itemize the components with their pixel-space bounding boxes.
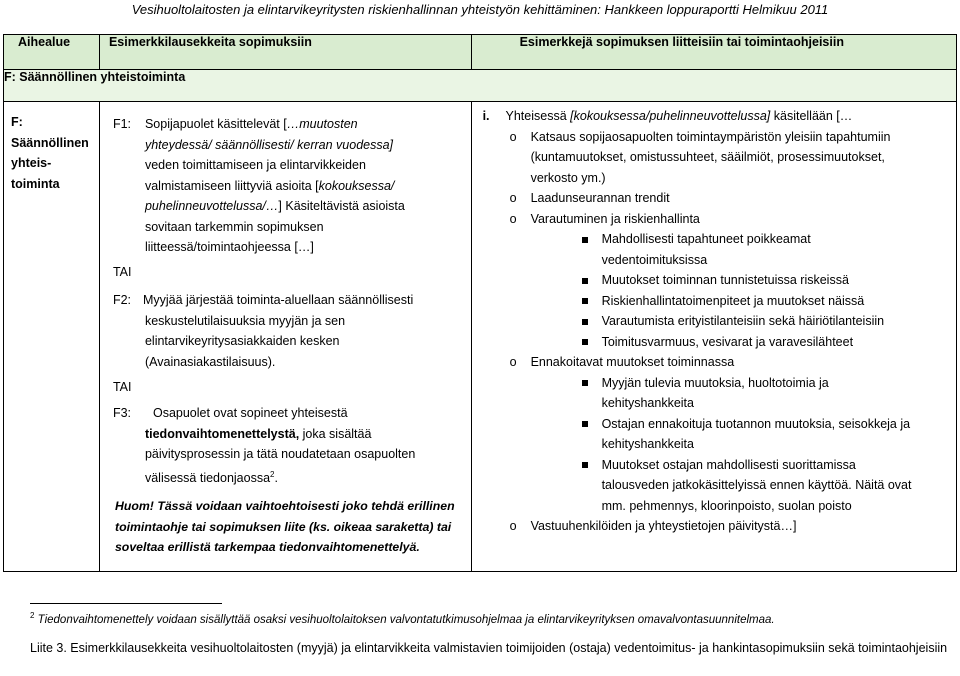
intro-line: i. Yhteisessä [kokouksessa/puhelinneuvottelussa] käsitellään [… xyxy=(482,109,853,123)
bullet-circle-icon: o xyxy=(509,519,517,533)
list-item: (kuntamuutokset, omistussuhteet, sääilmiöt, prosessimuutokset, xyxy=(530,150,885,164)
f3-line: tiedonvaihtomenettelystä, joka sisältää xyxy=(144,426,372,441)
list-item: Muutokset toiminnan tunnistetuissa riskeissä xyxy=(601,273,849,287)
list-item: kehityshankkeita xyxy=(601,396,694,410)
list-item: Vastuuhenkilöiden ja yhteystietojen päivitystä…] xyxy=(530,519,797,533)
list-item: Varautumista erityistilanteisiin sekä häiriötilanteisiin xyxy=(601,314,885,328)
list-item: Toimitusvarmuus, vesivarat ja varavesilähteet xyxy=(601,334,854,349)
section-row xyxy=(4,70,957,102)
list-item: Mahdollisesti tapahtuneet poikkeamat xyxy=(601,232,811,246)
note-line: toimintaohje tai sopimuksen liite (ks. oikeaa saraketta) tai xyxy=(114,519,452,534)
appendix-caption: Liite 3. Esimerkkilausekkeita vesihuoltolaitosten (myyjä) ja elintarvikkeita valmistavien toimijoiden (ostaja) vedentoimitus- ja hankintasopimuksiin sekä toimintaohjeisiin xyxy=(30,641,948,655)
bullet-circle-icon: o xyxy=(509,129,517,144)
category-line: Säännöllinen xyxy=(11,135,89,150)
f3-line: Osapuolet ovat sopineet yhteisestä xyxy=(152,406,348,420)
f1-line: yhteydessä/ säännöllisesti/ kerran vuodessa] xyxy=(144,137,394,152)
f1-label: F1: xyxy=(112,117,132,131)
header-topic: Aihealue xyxy=(4,35,100,70)
footnote: $^2$ Tiedonvaihtomenettely voidaan sisällyttää osaksi vesihuoltolaitoksen valvontatutkimusohjelmaa ja elintarvikeyrityksen omavalvontasuunnitelmaa. xyxy=(30,611,775,626)
bullet-circle-icon: o xyxy=(509,211,517,226)
f1-line: Sopijapuolet käsittelevät […muutosten xyxy=(144,117,358,131)
f3-label: F3: xyxy=(112,406,132,420)
list-item: mm. pehmennys, kloorinpoisto, suolan poisto xyxy=(601,498,852,513)
clauses-cell xyxy=(99,102,471,572)
bullet-square-icon xyxy=(582,373,588,394)
list-item: Ostajan ennakoituja tuotannon muutoksia, seisokkeja ja xyxy=(601,416,911,431)
list-item: Ennakoitavat muutokset toiminnassa xyxy=(530,355,735,369)
f2-line: keskustelutilaisuuksia myyjän ja sen xyxy=(144,313,346,328)
category-line: toiminta xyxy=(11,176,60,191)
section-title: F: Säännöllinen yhteistoiminta xyxy=(4,70,957,102)
f2-label: F2: xyxy=(112,293,132,307)
bullet-circle-icon: o xyxy=(509,355,517,369)
examples-cell xyxy=(471,102,956,572)
list-item: Muutokset ostajan mahdollisesti suorittamissa xyxy=(601,457,856,472)
page-header: Vesihuoltolaitosten ja elintarvikeyritysten riskienhallinnan yhteistyön kehittäminen: Hankkeen loppuraportti Helmikuu 2011 xyxy=(131,2,829,17)
table-header-row xyxy=(4,35,957,70)
list-item: verkosto ym.) xyxy=(530,170,606,185)
f3-line: päivitysprosessin ja tätä noudatetaan osapuolten xyxy=(144,447,416,461)
list-item: Riskienhallintatoimenpiteet ja muutokset näissä xyxy=(601,293,865,308)
f2-line: elintarvikeyritysasiakkaiden kesken xyxy=(144,334,340,348)
category-line: F: xyxy=(11,115,23,129)
note-line: soveltaa erillistä tarkempaa tiedonvaihtomenettelyä. xyxy=(114,540,420,554)
f1-line: liitteessä/toimintaohjeessa […] xyxy=(144,240,314,254)
bullet-square-icon xyxy=(582,332,588,353)
footnote-ref: 2 xyxy=(270,469,275,479)
list-item: kehityshankkeita xyxy=(601,437,694,451)
f1-line: veden toimittamiseen ja elintarvikkeiden xyxy=(144,158,366,172)
f3-line: välisessä tiedonjaossa$^2$. xyxy=(144,469,278,485)
f1-line: valmistamiseen liittyviä asioita [kokouksessa/ xyxy=(144,178,395,193)
bullet-square-icon xyxy=(582,229,588,250)
list-item: Varautuminen ja riskienhallinta xyxy=(530,211,700,226)
header-clauses: Esimerkkilausekkeita sopimuksiin xyxy=(99,35,471,70)
bullet-square-icon xyxy=(582,291,588,312)
f2-line: Myyjää järjestää toiminta-aluellaan säännöllisesti xyxy=(142,293,414,307)
list-item: talousveden jatkokäsittelyissä ennen käyttöä. Näitä ovat xyxy=(601,478,912,492)
list-item: Myyjän tulevia muutoksia, huoltotoimia ja xyxy=(601,375,829,390)
bullet-circle-icon: o xyxy=(509,191,517,205)
f2-line: (Avainasiakastilaisuus). xyxy=(144,354,276,369)
note-line: Huom! Tässä voidaan vaihtoehtoisesti joko tehdä erillinen xyxy=(114,499,455,513)
list-item: Katsaus sopijaosapuolten toimintaympäristön yleisiin tapahtumiin xyxy=(530,129,891,144)
tai-label: TAI xyxy=(112,265,132,279)
bullet-square-icon xyxy=(582,455,588,476)
bullet-square-icon xyxy=(582,311,588,332)
contract-table xyxy=(3,34,957,572)
header-examples: Esimerkkejä sopimuksen liitteisiin tai toimintaohjeisiin xyxy=(471,35,956,70)
bullet-square-icon xyxy=(582,270,588,291)
footnote-divider xyxy=(30,603,222,604)
bullet-square-icon xyxy=(582,414,588,435)
f1-line: puhelinneuvottelussa/…] Käsiteltävistä asioista xyxy=(144,199,405,213)
category-cell xyxy=(4,102,100,572)
tai-label: TAI xyxy=(112,380,132,394)
f1-line: sovitaan tarkemmin sopimuksen xyxy=(144,219,324,234)
table-row xyxy=(4,102,957,572)
category-line: yhteis- xyxy=(11,156,52,170)
list-item: Laadunseurannan trendit xyxy=(530,191,670,205)
list-item: vedentoimituksissa xyxy=(601,252,708,267)
